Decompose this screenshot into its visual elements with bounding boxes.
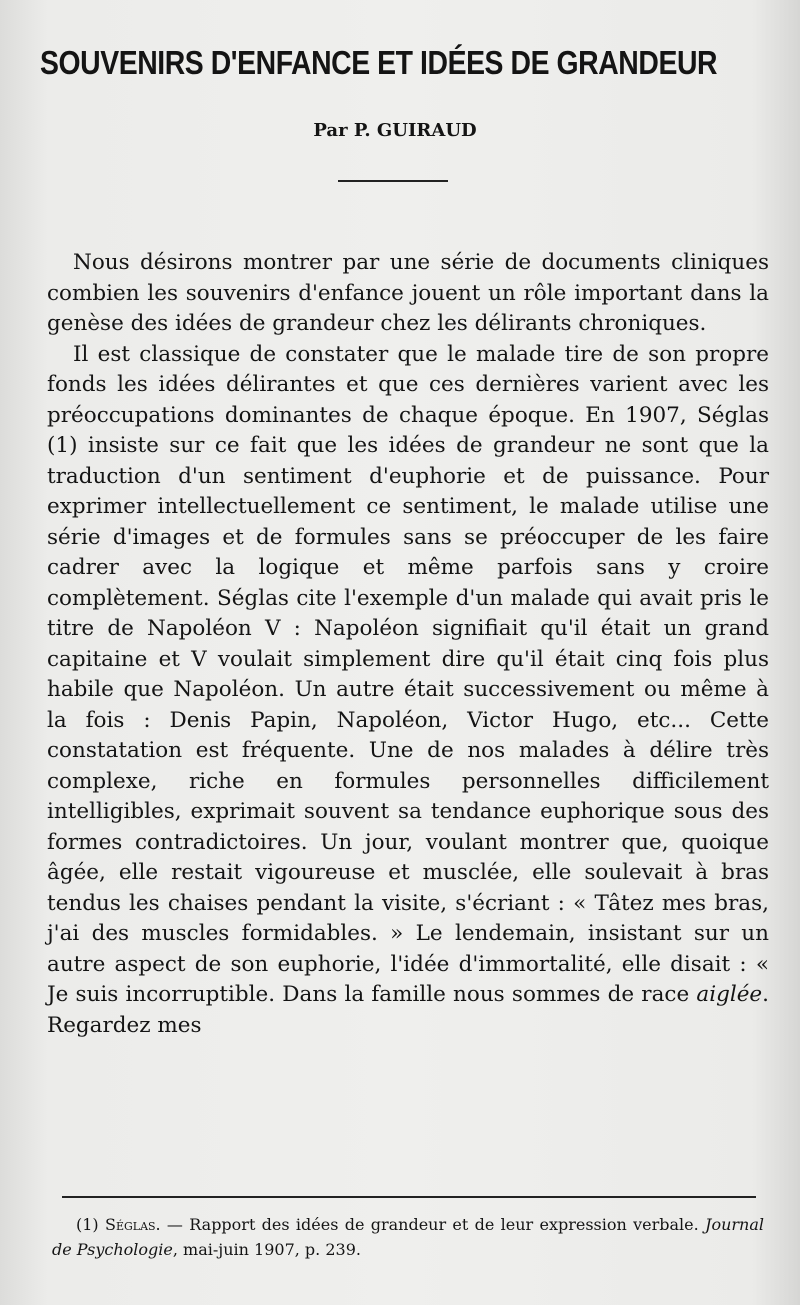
footnote-marker: (1)	[76, 1215, 99, 1234]
footnote	[52, 1212, 764, 1262]
footnote-author: Séglas	[104, 1215, 156, 1234]
paragraph-2-end: . Regardez mes	[47, 982, 769, 1038]
paragraph-2-text: Il est classique de constater que le malade tire de son propre fonds les idées délirantes et que ces dernières varient avec les préoccupations dominantes de chaque époque. En 1907, Séglas (1) insiste sur ce fait que les idées de grandeur ne sont que la traduction d'un sentiment d'euphorie et de puissance. Pour exprimer intellectuellement ce sentiment, le malade utilise une série d'images et de formules sans se préoccuper de les faire cadrer avec la logique et même parfois sans y croire complètement. Séglas cite l'exemple d'un malade qui avait pris le titre de Napoléon V : Napoléon signifiait qu'il était un grand capitaine et V voulait simplement dire qu'il était cinq fois plus habile que Napoléon. Un autre était successivement ou même à la fois : Denis Papin, Napoléon, Victor Hugo, etc... Cette constatation est fréquente. Une de nos malades à délire très complexe, riche en formules personnelles difficilement intelligibles, exprimait souvent sa tendance euphorique sous des formes contradictoires. Un jour, voulant montrer que, quoique âgée, elle restait vigoureuse et musclée, elle soulevait à bras tendus les chaises pendant la visite, s'écriant : « Tâtez mes bras, j'ai des muscles formidables. » Le lendemain, insistant sur un autre aspect de son euphorie, l'idée d'immortalité, elle disait : « Je suis incorruptible. Dans la famille nous sommes de race	[47, 341, 769, 1007]
paragraph-2-italic-word: aiglée	[696, 982, 763, 1007]
footnote-text: . — Rapport des idées de grandeur et de leur expression verbale.	[155, 1215, 699, 1234]
paragraph-2	[47, 340, 769, 1042]
footnote-journal: Journal de Psychologie	[52, 1215, 764, 1259]
paragraph-1: Nous désirons montrer par une série de documents cliniques combien les souvenirs d'enfance jouent un rôle important dans la genèse des idées de grandeur chez les délirants chroniques.	[47, 250, 769, 336]
article-byline: Par P. GUIRAUD	[313, 120, 477, 141]
footnote-citation: , mai-juin 1907, p. 239.	[172, 1240, 361, 1259]
article-title: SOUVENIRS D'ENFANCE ET IDÉES DE GRANDEUR	[40, 44, 718, 81]
article-body	[47, 248, 769, 1041]
title-separator-rule	[338, 180, 448, 182]
footnote-rule	[62, 1196, 756, 1198]
